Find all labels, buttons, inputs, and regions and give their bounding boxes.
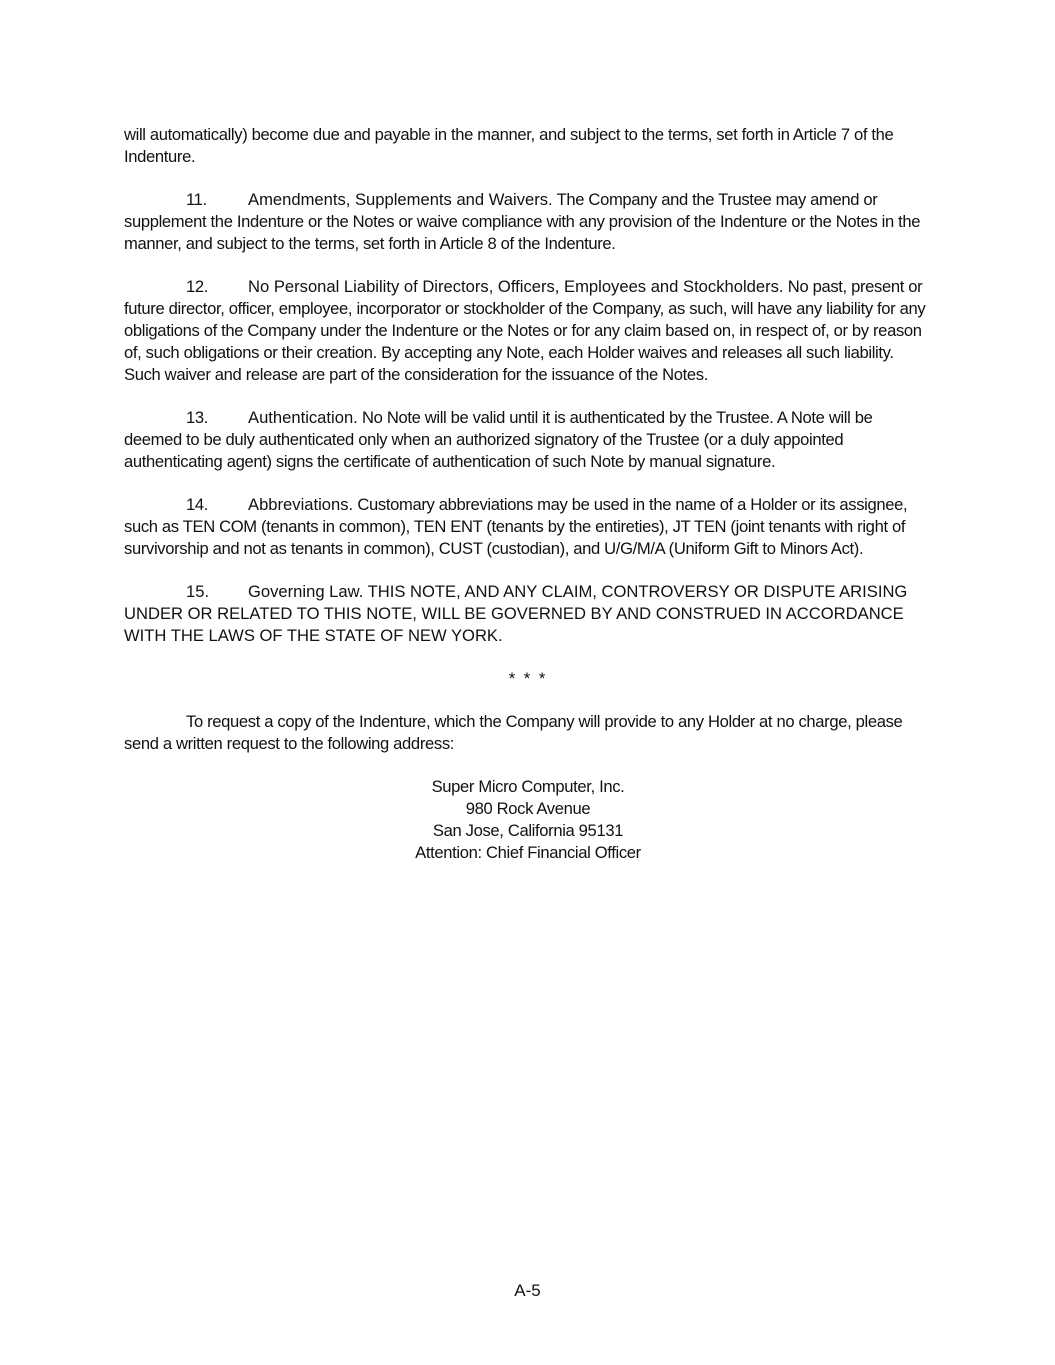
section-13-heading: Authentication. bbox=[248, 408, 358, 427]
continuation-paragraph: will automatically) become due and payable in the manner, and subject to the terms, set forth in Article 7 of the Indenture. bbox=[124, 125, 894, 166]
address-city: San Jose, California 95131 bbox=[432, 821, 624, 840]
address-attention: Attention: Chief Financial Officer bbox=[415, 843, 641, 862]
mailing-address bbox=[124, 776, 932, 864]
section-15-text: THIS NOTE, AND ANY CLAIM, CONTROVERSY OR DISPUTE ARISING UNDER OR RELATED TO THIS NOTE, WILL BE GOVERNED BY AND CONSTRUED IN ACCORDANCE WITH THE LAWS OF THE STATE OF NEW YORK. bbox=[124, 582, 908, 645]
section-separator: * * * bbox=[508, 669, 548, 688]
section-11-number: 11. bbox=[186, 190, 207, 209]
section-11-paragraph bbox=[124, 189, 932, 255]
section-14-heading: Abbreviations. bbox=[248, 495, 354, 514]
section-12-paragraph bbox=[124, 276, 932, 386]
page-number: A-5 bbox=[514, 1281, 541, 1300]
address-company: Super Micro Computer, Inc. bbox=[431, 777, 625, 796]
section-14-text: Customary abbreviations may be used in the name of a Holder or its assignee, such as TEN COM (tenants in common), TEN ENT (tenants by the entireties), JT TEN (joint tenants with right of survivorship and not as tenants in common), CUST (custodian), and U/G/M/A (Uniform Gift to Minors Act). bbox=[124, 495, 908, 558]
section-14-number: 14. bbox=[186, 495, 209, 514]
section-12-text: No past, present or future director, officer, employee, incorporator or stockholder of the Company, as such, will have any liability for any obligations of the Company under the Indenture or the Notes or for any claim based on, in respect of, or by reason of, such obligations or their creation. By accepting any Note, each Holder waives and releases all such liability. Such waiver and release are part of the consideration for the issuance of the Notes. bbox=[124, 277, 926, 384]
section-14-paragraph bbox=[124, 494, 932, 560]
section-12-number: 12. bbox=[186, 277, 209, 296]
section-11-text: The Company and the Trustee may amend or supplement the Indenture or the Notes or waive compliance with any provision of the Indenture or the Notes in the manner, and subject to the terms, set forth in Article 8 of the Indenture. bbox=[124, 190, 921, 253]
document-body bbox=[124, 124, 932, 864]
section-13-number: 13. bbox=[186, 408, 209, 427]
section-15-heading: Governing Law. bbox=[248, 582, 364, 601]
section-13-paragraph bbox=[124, 407, 932, 473]
section-11-heading: Amendments, Supplements and Waivers. bbox=[248, 190, 553, 209]
section-15-paragraph bbox=[124, 581, 932, 647]
section-12-heading: No Personal Liability of Directors, Officers, Employees and Stockholders. bbox=[248, 277, 784, 296]
section-13-text: No Note will be valid until it is authenticated by the Trustee. A Note will be deemed to be duly authenticated only when an authorized signatory of the Trustee (or a duly appointed authenticating agent) signs the certificate of authentication of such Note by manual signature. bbox=[124, 408, 873, 471]
request-paragraph bbox=[124, 711, 932, 755]
request-text: To request a copy of the Indenture, which the Company will provide to any Holder at no charge, please send a written request to the following address: bbox=[124, 712, 903, 753]
address-street: 980 Rock Avenue bbox=[465, 799, 591, 818]
section-15-number: 15. bbox=[186, 582, 210, 601]
